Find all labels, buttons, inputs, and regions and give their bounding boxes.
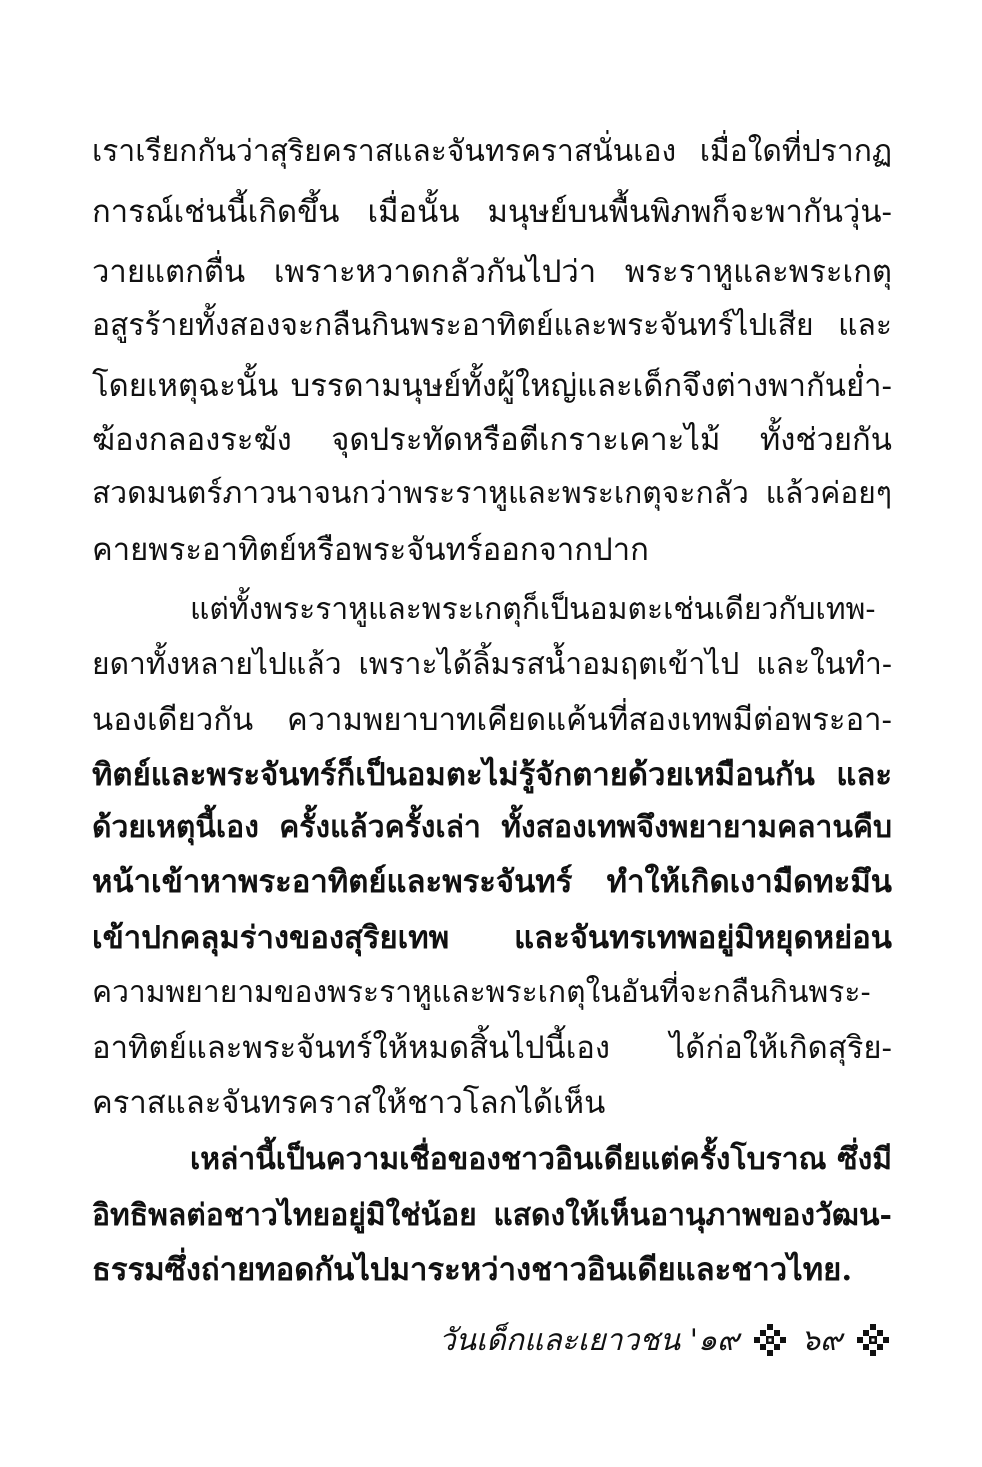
paragraph-2-line-4: ทิตย์และพระจันทร์ก็เป็นอมตะไม่รู้จักตายด้วยเหมือนกัน และ xyxy=(92,757,892,793)
page-footer xyxy=(439,1318,890,1362)
paragraph-2-line-7: เข้าปกคลุมร่างของสุริยเทพ และจันทรเทพอยู่มิหยุดหย่อน xyxy=(92,920,892,956)
paragraph-2-line-3: นองเดียวกัน ความพยาบาทเคียดแค้นที่สองเทพมีต่อพระอา- xyxy=(92,702,892,738)
paragraph-2-line-5: ด้วยเหตุนี้เอง ครั้งแล้วครั้งเล่า ทั้งสองเทพจึงพยายามคลานคืบ xyxy=(92,810,892,845)
publication-title: วันเด็กและเยาวชน '๑๙ xyxy=(438,1322,739,1358)
paragraph-1-line-1: เราเรียกกันว่าสุริยคราสและจันทรคราสนั่นเอง เมื่อใดที่ปรากฏ xyxy=(92,134,892,169)
paragraph-1-line-6: ฆ้องกลองระฆัง จุดประทัดหรือตีเกราะเคาะไม้ ทั้งช่วยกัน xyxy=(92,422,892,458)
paragraph-1-line-5: โดยเหตุฉะนั้น บรรดามนุษย์ทั้งผู้ใหญ่และเด็กจึงต่างพากันย่ำ- xyxy=(92,368,892,404)
paragraph-1-line-3: วายแตกตื่น เพราะหวาดกลัวกันไปว่า พระราหูและพระเกตุ xyxy=(92,254,892,290)
paragraph-3-line-1: เหล่านี้เป็นความเชื่อของชาวอินเดียแต่ครั้งโบราณ ซึ่งมี xyxy=(190,1142,892,1177)
diamond-flower-ornament-icon xyxy=(753,1323,787,1357)
paragraph-1-line-4: อสูรร้ายทั้งสองจะกลืนกินพระอาทิตย์และพระจันทร์ไปเสีย และ xyxy=(92,308,892,343)
paragraph-1-line-8: คายพระอาทิตย์หรือพระจันทร์ออกจากปาก xyxy=(92,532,649,568)
paragraph-2-line-2: ยดาทั้งหลายไปแล้ว เพราะได้ลิ้มรสน้ำอมฤตเข้าไป และในทำ- xyxy=(92,647,892,682)
paragraph-2-line-1: แต่ทั้งพระราหูและพระเกตุก็เป็นอมตะเช่นเดียวกับเทพ- xyxy=(190,592,876,627)
diamond-flower-ornament-icon xyxy=(856,1323,890,1357)
paragraph-2-line-9: อาทิตย์และพระจันทร์ให้หมดสิ้นไปนี้เอง ได้ก่อให้เกิดสุริย- xyxy=(92,1030,892,1066)
paragraph-2-line-10: คราสและจันทรคราสให้ชาวโลกได้เห็น xyxy=(92,1085,606,1121)
paragraph-3-line-2: อิทธิพลต่อชาวไทยอยู่มิใช่น้อย แสดงให้เห็นอานุภาพของวัฒน- xyxy=(92,1198,892,1233)
paragraph-2-line-8: ความพยายามของพระราหูและพระเกตุในอันที่จะกลืนกินพระ- xyxy=(92,975,871,1010)
paragraph-1-line-7: สวดมนตร์ภาวนาจนกว่าพระราหูและพระเกตุจะกลัว แล้วค่อยๆ xyxy=(92,476,892,511)
paragraph-1-line-2: การณ์เช่นนี้เกิดขึ้น เมื่อนั้น มนุษย์บนพื้นพิภพก็จะพากันวุ่น- xyxy=(92,194,892,230)
paragraph-3-line-3: ธรรมซึ่งถ่ายทอดกันไปมาระหว่างชาวอินเดียและชาวไทย. xyxy=(92,1252,853,1288)
paragraph-2-line-6: หน้าเข้าหาพระอาทิตย์และพระจันทร์ ทำให้เกิดเงามืดทะมึน xyxy=(92,864,892,900)
page-number: ๖๙ xyxy=(800,1322,842,1358)
